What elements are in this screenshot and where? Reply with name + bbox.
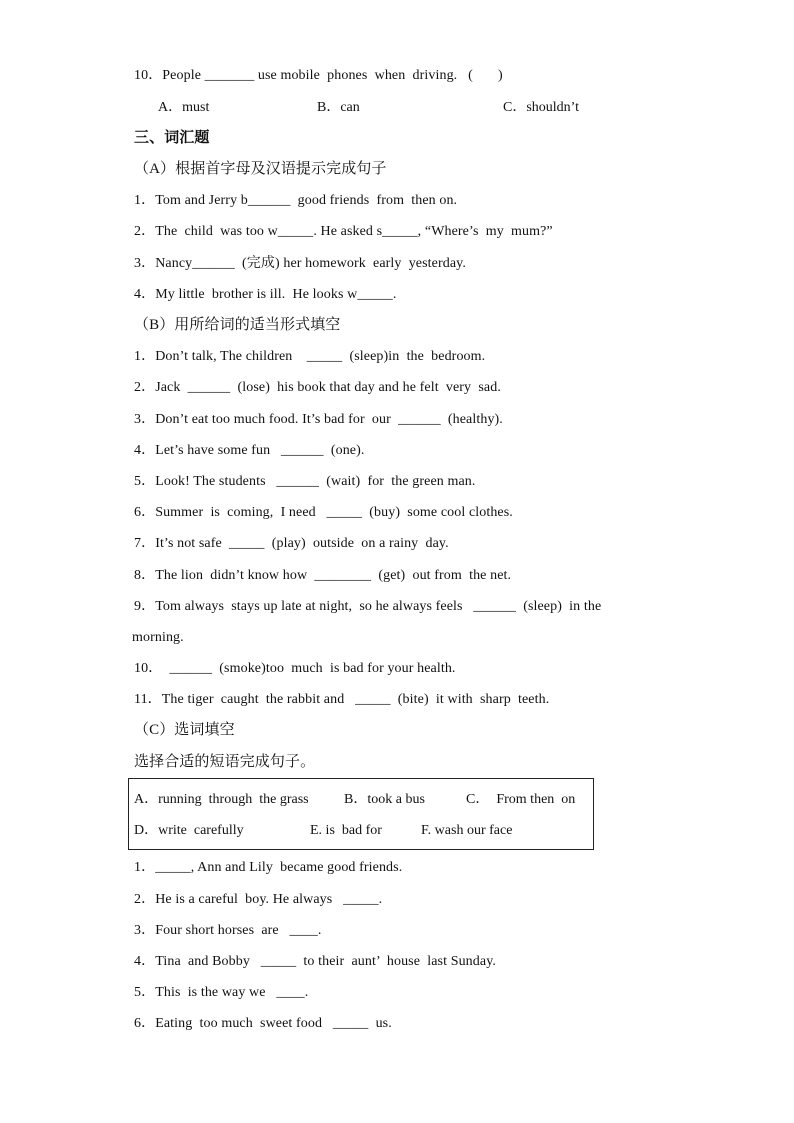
phrase-option-f: F. wash our face xyxy=(421,823,513,838)
phrase-option-d: D．write carefully xyxy=(134,823,244,838)
part-c-item: 2．He is a careful boy. He always _____. xyxy=(134,892,383,907)
phrase-option-b: B．took a bus xyxy=(344,792,425,807)
part-a-item: 1．Tom and Jerry b______ good friends from then on. xyxy=(134,193,458,208)
part-c-title: （C）选词填空 xyxy=(134,722,235,738)
part-a-item: 4．My little brother is ill. He looks w_____. xyxy=(134,287,397,302)
part-b-item: 2．Jack ______ (lose) his book that day and he felt very sad. xyxy=(134,380,501,395)
part-c-item: 6．Eating too much sweet food _____ us. xyxy=(134,1016,392,1031)
section-3-heading: 三、词汇题 xyxy=(134,130,210,146)
part-b-item: 8．The lion didn’t know how ________ (get) out from the net. xyxy=(134,568,512,583)
part-c-item: 5．This is the way we ____. xyxy=(134,985,309,1000)
part-b-item: 10． ______ (smoke)too much is bad for your health. xyxy=(134,661,456,676)
question-10-option-a: A．must xyxy=(158,100,210,115)
part-b-item: 11．The tiger caught the rabbit and _____ (bite) it with sharp teeth. xyxy=(134,692,550,707)
question-10-option-c: C．shouldn’t xyxy=(503,100,579,115)
part-c-item: 4．Tina and Bobby _____ to their aunt’ house last Sunday. xyxy=(134,954,496,969)
part-b-item: 5．Look! The students ______ (wait) for the green man. xyxy=(134,474,476,489)
part-b-title: （B）用所给词的适当形式填空 xyxy=(134,317,341,333)
part-c-instruction: 选择合适的短语完成句子。 xyxy=(134,754,316,770)
part-a-title: （A）根据首字母及汉语提示完成句子 xyxy=(134,161,387,177)
part-b-item: 3．Don’t eat too much food. It’s bad for our ______ (healthy). xyxy=(134,412,503,427)
part-a-item: 3．Nancy______ (完成) her homework early yesterday. xyxy=(134,256,466,271)
question-10-stem: 10．People _______ use mobile phones when driving. ( ) xyxy=(134,68,503,83)
phrase-option-a: A．running through the grass xyxy=(134,792,309,807)
part-b-item: 9．Tom always stays up late at night, so he always feels ______ (sleep) in the xyxy=(134,599,602,614)
part-c-item: 3．Four short horses are ____. xyxy=(134,923,322,938)
phrase-option-e: E. is bad for xyxy=(310,823,382,838)
part-c-item: 1．_____, Ann and Lily became good friends. xyxy=(134,860,403,875)
part-a-item: 2．The child was too w_____. He asked s_____, “Where’s my mum?” xyxy=(134,224,553,239)
question-10-option-b: B．can xyxy=(317,100,360,115)
part-b-item: 7．It’s not safe _____ (play) outside on a rainy day. xyxy=(134,536,449,551)
part-b-item: 1．Don’t talk, The children _____ (sleep)in the bedroom. xyxy=(134,349,486,364)
phrase-option-c: C． From then on xyxy=(466,792,576,807)
part-b-item: 6．Summer is coming, I need _____ (buy) some cool clothes. xyxy=(134,505,513,520)
part-b-item-continuation: morning. xyxy=(132,630,184,645)
part-b-item: 4．Let’s have some fun ______ (one). xyxy=(134,443,365,458)
